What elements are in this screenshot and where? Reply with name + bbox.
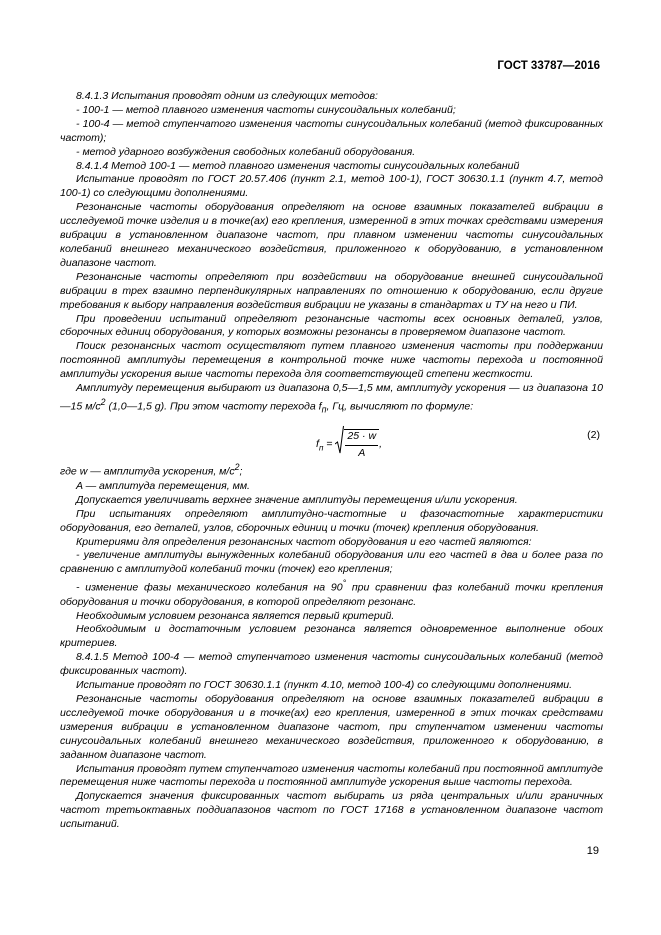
formula-fraction <box>345 430 378 461</box>
phase-text-b: при сравнении фаз колебаний точки крепления оборудования и точки оборудования, в которой определяют резонанс. <box>60 581 603 608</box>
paragraph: Поиск резонансных частот осуществляют путем плавного изменения частоты при поддержании постоянной амплитуды перемещения в контрольной точке ниже частоты перехода и постоянной амплитуды ускорения выше частоты перехода для соответствующей степени жесткости. <box>60 340 603 381</box>
amplitude-text-c: , Гц, вычисляют по формуле: <box>326 400 474 413</box>
where-line: A — амплитуда перемещения, мм. <box>76 479 250 492</box>
amplitude-sub: п <box>321 404 327 415</box>
section-heading: 8.4.1.5 Метод 100-4 — метод ступенчатого изменения частоты синусоидальных колебаний (метод фиксированных частот). <box>60 651 603 678</box>
list-item: - увеличение амплитуды вынужденных колебаний оборудования или его частей в два и более раза по сравнению с амплитудой колебаний точки (точек) его крепления; <box>60 549 603 576</box>
paragraph: Критериями для определения резонансных частот оборудования и его частей являются: <box>76 535 532 548</box>
section-heading: 8.4.1.4 Метод 100-1 — метод плавного изменения частоты синусоидальных колебаний <box>76 159 520 172</box>
document-code: ГОСТ 33787—2016 <box>497 60 600 72</box>
where-line <box>60 461 603 479</box>
formula-numerator: 25 · w <box>345 430 378 446</box>
paragraph: Необходимым и достаточным условием резонанса является одновременное выполнение обоих критериев. <box>60 623 603 650</box>
sqrt-icon <box>335 425 344 460</box>
list-item: - 100-1 — метод плавного изменения частоты синусоидальных колебаний; <box>76 103 456 116</box>
formula-radicand <box>344 429 379 461</box>
paragraph: Испытание проводят по ГОСТ 30630.1.1 (пункт 4.10, метод 100-4) со следующими дополнениями. <box>76 679 573 692</box>
amplitude-sup: 2 <box>100 396 106 407</box>
where-text-a: где w — амплитуда ускорения, м/с <box>60 465 235 478</box>
paragraph: При испытаниях определяют амплитудно-частотные и фазочастотные характеристики оборудования, его деталей, узлов, сборочных единиц и точки (точек) крепления оборудования. <box>60 507 603 534</box>
paragraph: Испытание проводят по ГОСТ 20.57.406 (пункт 2.1, метод 100-1), ГОСТ 30630.1.1 (пункт 4.7, метод 100-1) со следующими дополнениями. <box>60 173 603 200</box>
amplitude-text-a: Амплитуду перемещения выбирают из диапазона 0,5—1,5 мм, амплитуду ускорения — из диапазона 10—15 м/с <box>60 382 603 413</box>
paragraph: 8.4.1.3 Испытания проводят одним из следующих методов: <box>76 90 378 102</box>
where-sup: 2 <box>234 462 240 473</box>
phase-text-a: - изменение фазы механического колебания на 90 <box>76 581 343 594</box>
phase-degree: ° <box>342 578 347 589</box>
list-item <box>60 577 603 609</box>
formula-tail: , <box>379 438 383 451</box>
formula-denominator: A <box>358 446 366 459</box>
paragraph: Допускается значения фиксированных частот выбирать из ряда центральных и/или граничных частот третьоктавных поддиапазонов частот по ГОСТ 17168 в установленном диапазоне частот испытаний. <box>60 790 603 831</box>
paragraph: При проведении испытаний определяют резонансные частоты всех основных деталей, узлов, сборочных единиц оборудования, у которых возможны резонансы в проверяемом диапазоне частот. <box>60 312 603 339</box>
formula-lhs: f <box>316 438 319 451</box>
paragraph: Резонансные частоты оборудования определяют на основе взаимных показателей вибрации в исследуемой точке оборудования и в точке(ах) его крепления, измеренной в этих точках средствами измерения вибрации в установленном диапазоне частот, при ступенчатом изменении частоты синусоидальных колебаний внешнего механического воздействия, приложенного к оборудованию, в заданном диапазоне частот. <box>60 693 603 761</box>
amplitude-paragraph <box>60 382 603 417</box>
list-item: - метод ударного возбуждения свободных колебаний оборудования. <box>76 145 416 158</box>
formula-eq: = <box>323 438 336 451</box>
where-text-b: ; <box>239 465 243 478</box>
paragraph: Необходимым условием резонанса является первый критерий. <box>76 609 395 622</box>
amplitude-text-b: (1,0—1,5 g). При этом частоту перехода f <box>105 400 322 413</box>
page-number: 19 <box>586 845 599 857</box>
formula-lhs-sub: п <box>318 443 324 453</box>
formula <box>60 419 603 457</box>
paragraph: Резонансные частоты определяют при воздействии на оборудование внешней синусоидальной вибрации в трех взаимно перпендикулярных направлениях по отношению к оборудованию, если другие требования к выбору направления воздействия вибрации не указаны в стандартах и ТУ на него и ПИ. <box>60 270 603 311</box>
paragraph: Допускается увеличивать верхнее значение амплитуды перемещения и/или ускорения. <box>76 493 518 506</box>
document-body <box>60 90 603 832</box>
paragraph: Резонансные частоты оборудования определяют на основе взаимных показателей вибрации в исследуемой точке изделия и в точке(ах) его крепления, измеренной в этих точках средствами измерения вибрации в установленном диапазоне частот, при плавном изменении частоты синусоидальных колебаний внешнего механического воздействия, приложенного к оборудованию, в установленном диапазоне частот. <box>60 201 603 269</box>
formula-expression <box>316 427 382 462</box>
formula-number: (2) <box>587 429 600 442</box>
paragraph: Испытания проводят путем ступенчатого изменения частоты колебаний при постоянной амплитуде перемещения ниже частоты перехода и постоянной амплитуде ускорения выше частоты перехода. <box>60 762 603 789</box>
list-item: - 100-4 — метод ступенчатого изменения частоты синусоидальных колебаний (метод фиксированных частот); <box>60 117 603 144</box>
